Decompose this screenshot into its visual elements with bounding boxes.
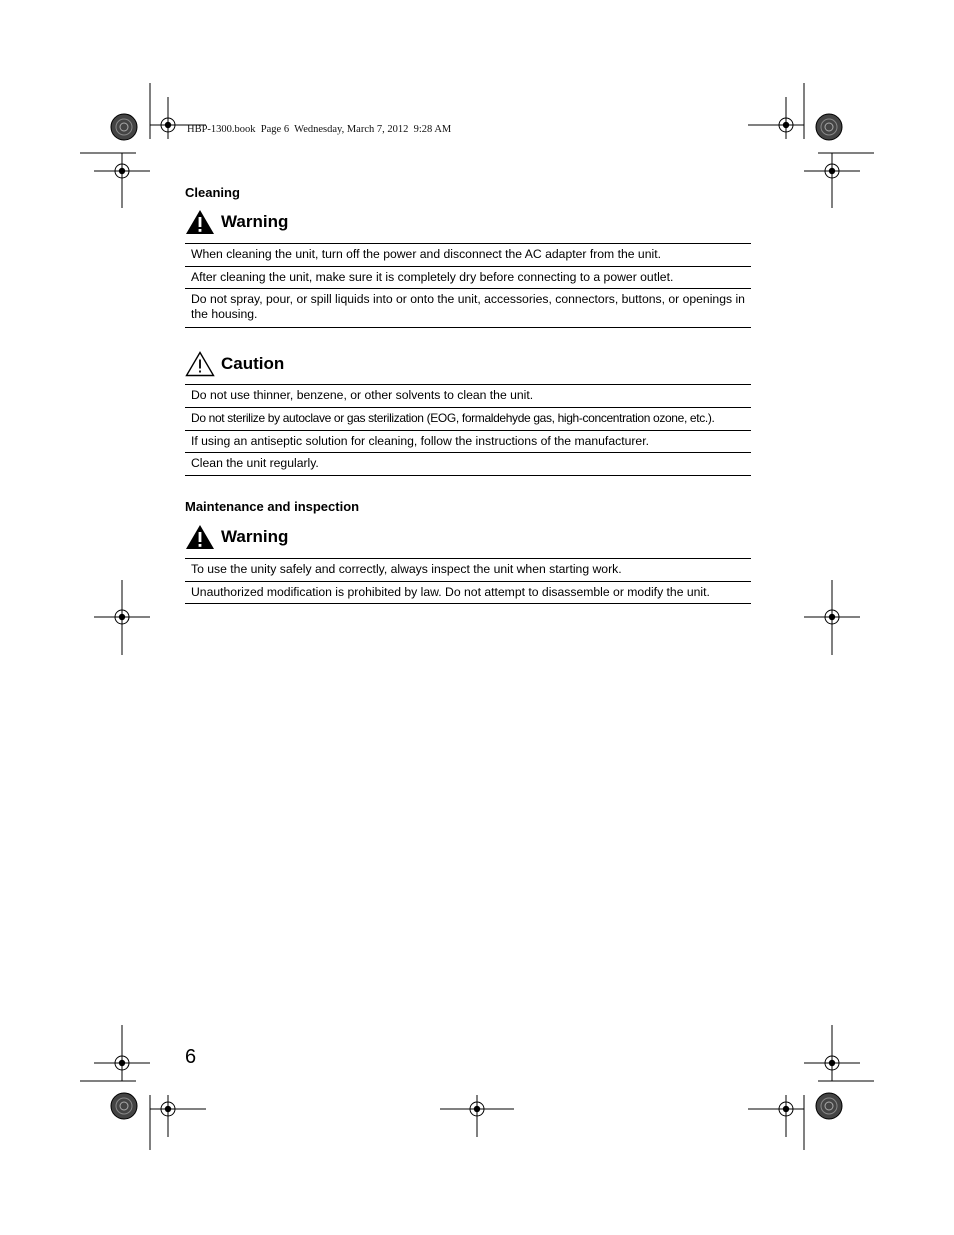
page-number: 6	[185, 1046, 197, 1068]
section-heading-maintenance: Maintenance and inspection	[185, 499, 360, 514]
warning-label: Warning	[221, 212, 289, 231]
registration-crosshair-icon	[774, 1097, 798, 1121]
registration-crosshair-icon	[110, 1051, 134, 1075]
registration-crosshair-icon	[465, 1097, 489, 1121]
registration-crosshair-icon	[774, 113, 798, 137]
print-color-target-icon	[111, 1093, 137, 1119]
registration-crosshair-icon	[820, 1051, 844, 1075]
list-item: Do not sterilize by autoclave or gas sterilization (EOG, formaldehyde gas, high-concentration ozone, etc.).	[185, 408, 751, 431]
list-item: After cleaning the unit, make sure it is completely dry before connecting to a power outlet.	[185, 267, 751, 289]
list-item: Do not spray, pour, or spill liquids into or onto the unit, accessories, connectors, buttons, or openings in the housing.	[185, 289, 751, 328]
list-item: To use the unity safely and correctly, always inspect the unit when starting work.	[185, 559, 751, 582]
list-item: If using an antiseptic solution for cleaning, follow the instructions of the manufacturer.	[185, 431, 751, 453]
print-slug: HBP-1300.book Page 6 Wednesday, March 7, 2012 9:28 AM	[187, 124, 452, 135]
print-color-target-icon	[816, 1093, 842, 1119]
print-color-target-icon	[816, 114, 842, 140]
registration-crosshair-icon	[820, 605, 844, 629]
registration-crosshair-icon	[156, 113, 180, 137]
registration-crosshair-icon	[156, 1097, 180, 1121]
registration-crosshair-icon	[110, 605, 134, 629]
list-item: Unauthorized modification is prohibited by law. Do not attempt to disassemble or modify the unit.	[185, 582, 751, 604]
section-heading-cleaning: Cleaning	[185, 185, 240, 200]
warning-label: Warning	[221, 527, 289, 546]
list-item: When cleaning the unit, turn off the power and disconnect the AC adapter from the unit.	[185, 244, 751, 267]
list-item: Do not use thinner, benzene, or other solvents to clean the unit.	[185, 385, 751, 408]
caution-label: Caution	[221, 354, 285, 373]
registration-crosshair-icon	[110, 159, 134, 183]
print-color-target-icon	[111, 114, 137, 140]
list-item: Clean the unit regularly.	[185, 453, 751, 476]
registration-crosshair-icon	[820, 159, 844, 183]
